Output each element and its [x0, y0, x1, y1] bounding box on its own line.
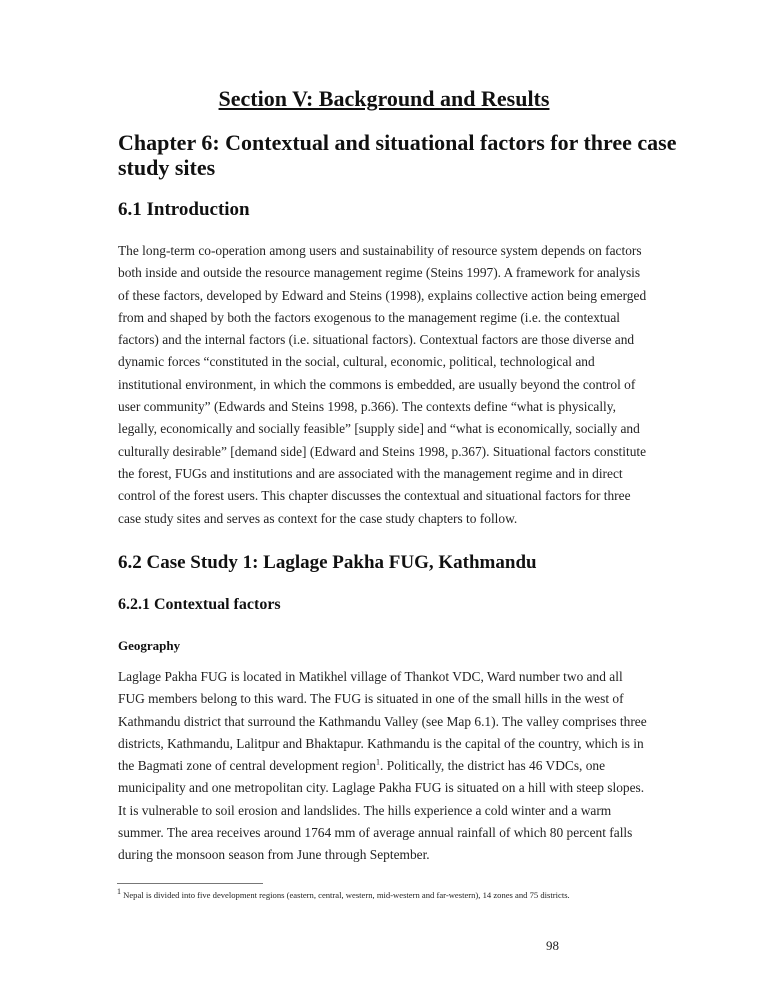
text-line: It is vulnerable to soil erosion and landslides. The hills experience a cold winter and a warm — [118, 802, 612, 818]
text-fragment: the Bagmati zone of central development region — [118, 758, 377, 774]
footnote-separator — [117, 883, 263, 884]
text-line: districts, Kathmandu, Lalitpur and Bhaktapur. Kathmandu is the capital of the country, which is in — [118, 735, 644, 751]
footnote-text: Nepal is divided into five development regions (eastern, central, western, mid-western and far-western), 14 zones and 75 districts. — [121, 890, 570, 900]
text-line: FUG members belong to this ward. The FUG is situated in one of the small hills in the west of — [118, 691, 624, 707]
geography-paragraph — [118, 666, 698, 867]
heading-case-study-1: 6.2 Case Study 1: Laglage Pakha FUG, Kathmandu — [118, 552, 537, 573]
footnote-marker: 1 — [117, 887, 121, 897]
text-line: summer. The area receives around 1764 mm of average annual rainfall of which 80 percent falls — [118, 825, 633, 841]
text-line: the forest, FUGs and institutions and are associated with the management regime and in direct — [118, 465, 623, 481]
text-line: user community” (Edwards and Steins 1998, p.366). The contexts define “what is physically, — [118, 399, 616, 415]
text-line — [118, 755, 698, 777]
text-line: factors) and the internal factors (i.e. situational factors). Contextual factors are those diverse and — [118, 332, 635, 348]
section-title: Section V: Background and Results — [218, 86, 550, 111]
text-line: from and shaped by both the factors exogenous to the management regime (i.e. the contextual — [118, 309, 620, 325]
chapter-title — [118, 130, 678, 180]
text-line: both inside and outside the resource management regime (Steins 1997). A framework for analysis — [118, 265, 641, 281]
text-line: legally, economically and socially feasible” [supply side] and “what is economically, socially and — [118, 421, 640, 437]
text-line: case study sites and serves as context for the case study chapters to follow. — [118, 510, 518, 526]
text-line: institutional environment, in which the commons is embedded, are usually beyond the control of — [118, 376, 636, 392]
text-line: of these factors, developed by Edward and Steins (1998), explains collective action being emerged — [118, 287, 647, 303]
text-line: The long-term co-operation among users and sustainability of resource system depends on factors — [118, 243, 642, 258]
text-line: control of the forest users. This chapter discusses the contextual and situational factors for three — [118, 488, 631, 504]
text-line: during the monsoon season from June through September. — [118, 847, 430, 863]
heading-contextual-factors: 6.2.1 Contextual factors — [118, 596, 281, 613]
text-line: Kathmandu district that surround the Kathmandu Valley (see Map 6.1). The valley comprises three — [118, 713, 647, 729]
chapter-title-line: study sites — [118, 155, 216, 180]
text-line: dynamic forces “constituted in the social, cultural, economic, political, technological and — [118, 354, 595, 370]
text-line: culturally desirable” [demand side] (Edward and Steins 1998, p.367). Situational factors constitute — [118, 443, 647, 459]
footnote-reference[interactable]: 1 — [376, 757, 381, 767]
heading-geography: Geography — [118, 638, 181, 653]
text-line: Laglage Pakha FUG is located in Matikhel village of Thankot VDC, Ward number two and all — [118, 669, 623, 684]
footnote — [117, 887, 570, 900]
introduction-paragraph — [118, 240, 698, 530]
text-fragment: . Politically, the district has 46 VDCs, one — [380, 758, 606, 774]
text-line: municipality and one metropolitan city. Laglage Pakha FUG is situated on a hill with steep slopes. — [118, 780, 645, 796]
page-number: 98 — [546, 938, 559, 953]
heading-introduction: 6.1 Introduction — [118, 199, 250, 220]
chapter-title-line: Chapter 6: Contextual and situational factors for three case — [118, 130, 677, 155]
